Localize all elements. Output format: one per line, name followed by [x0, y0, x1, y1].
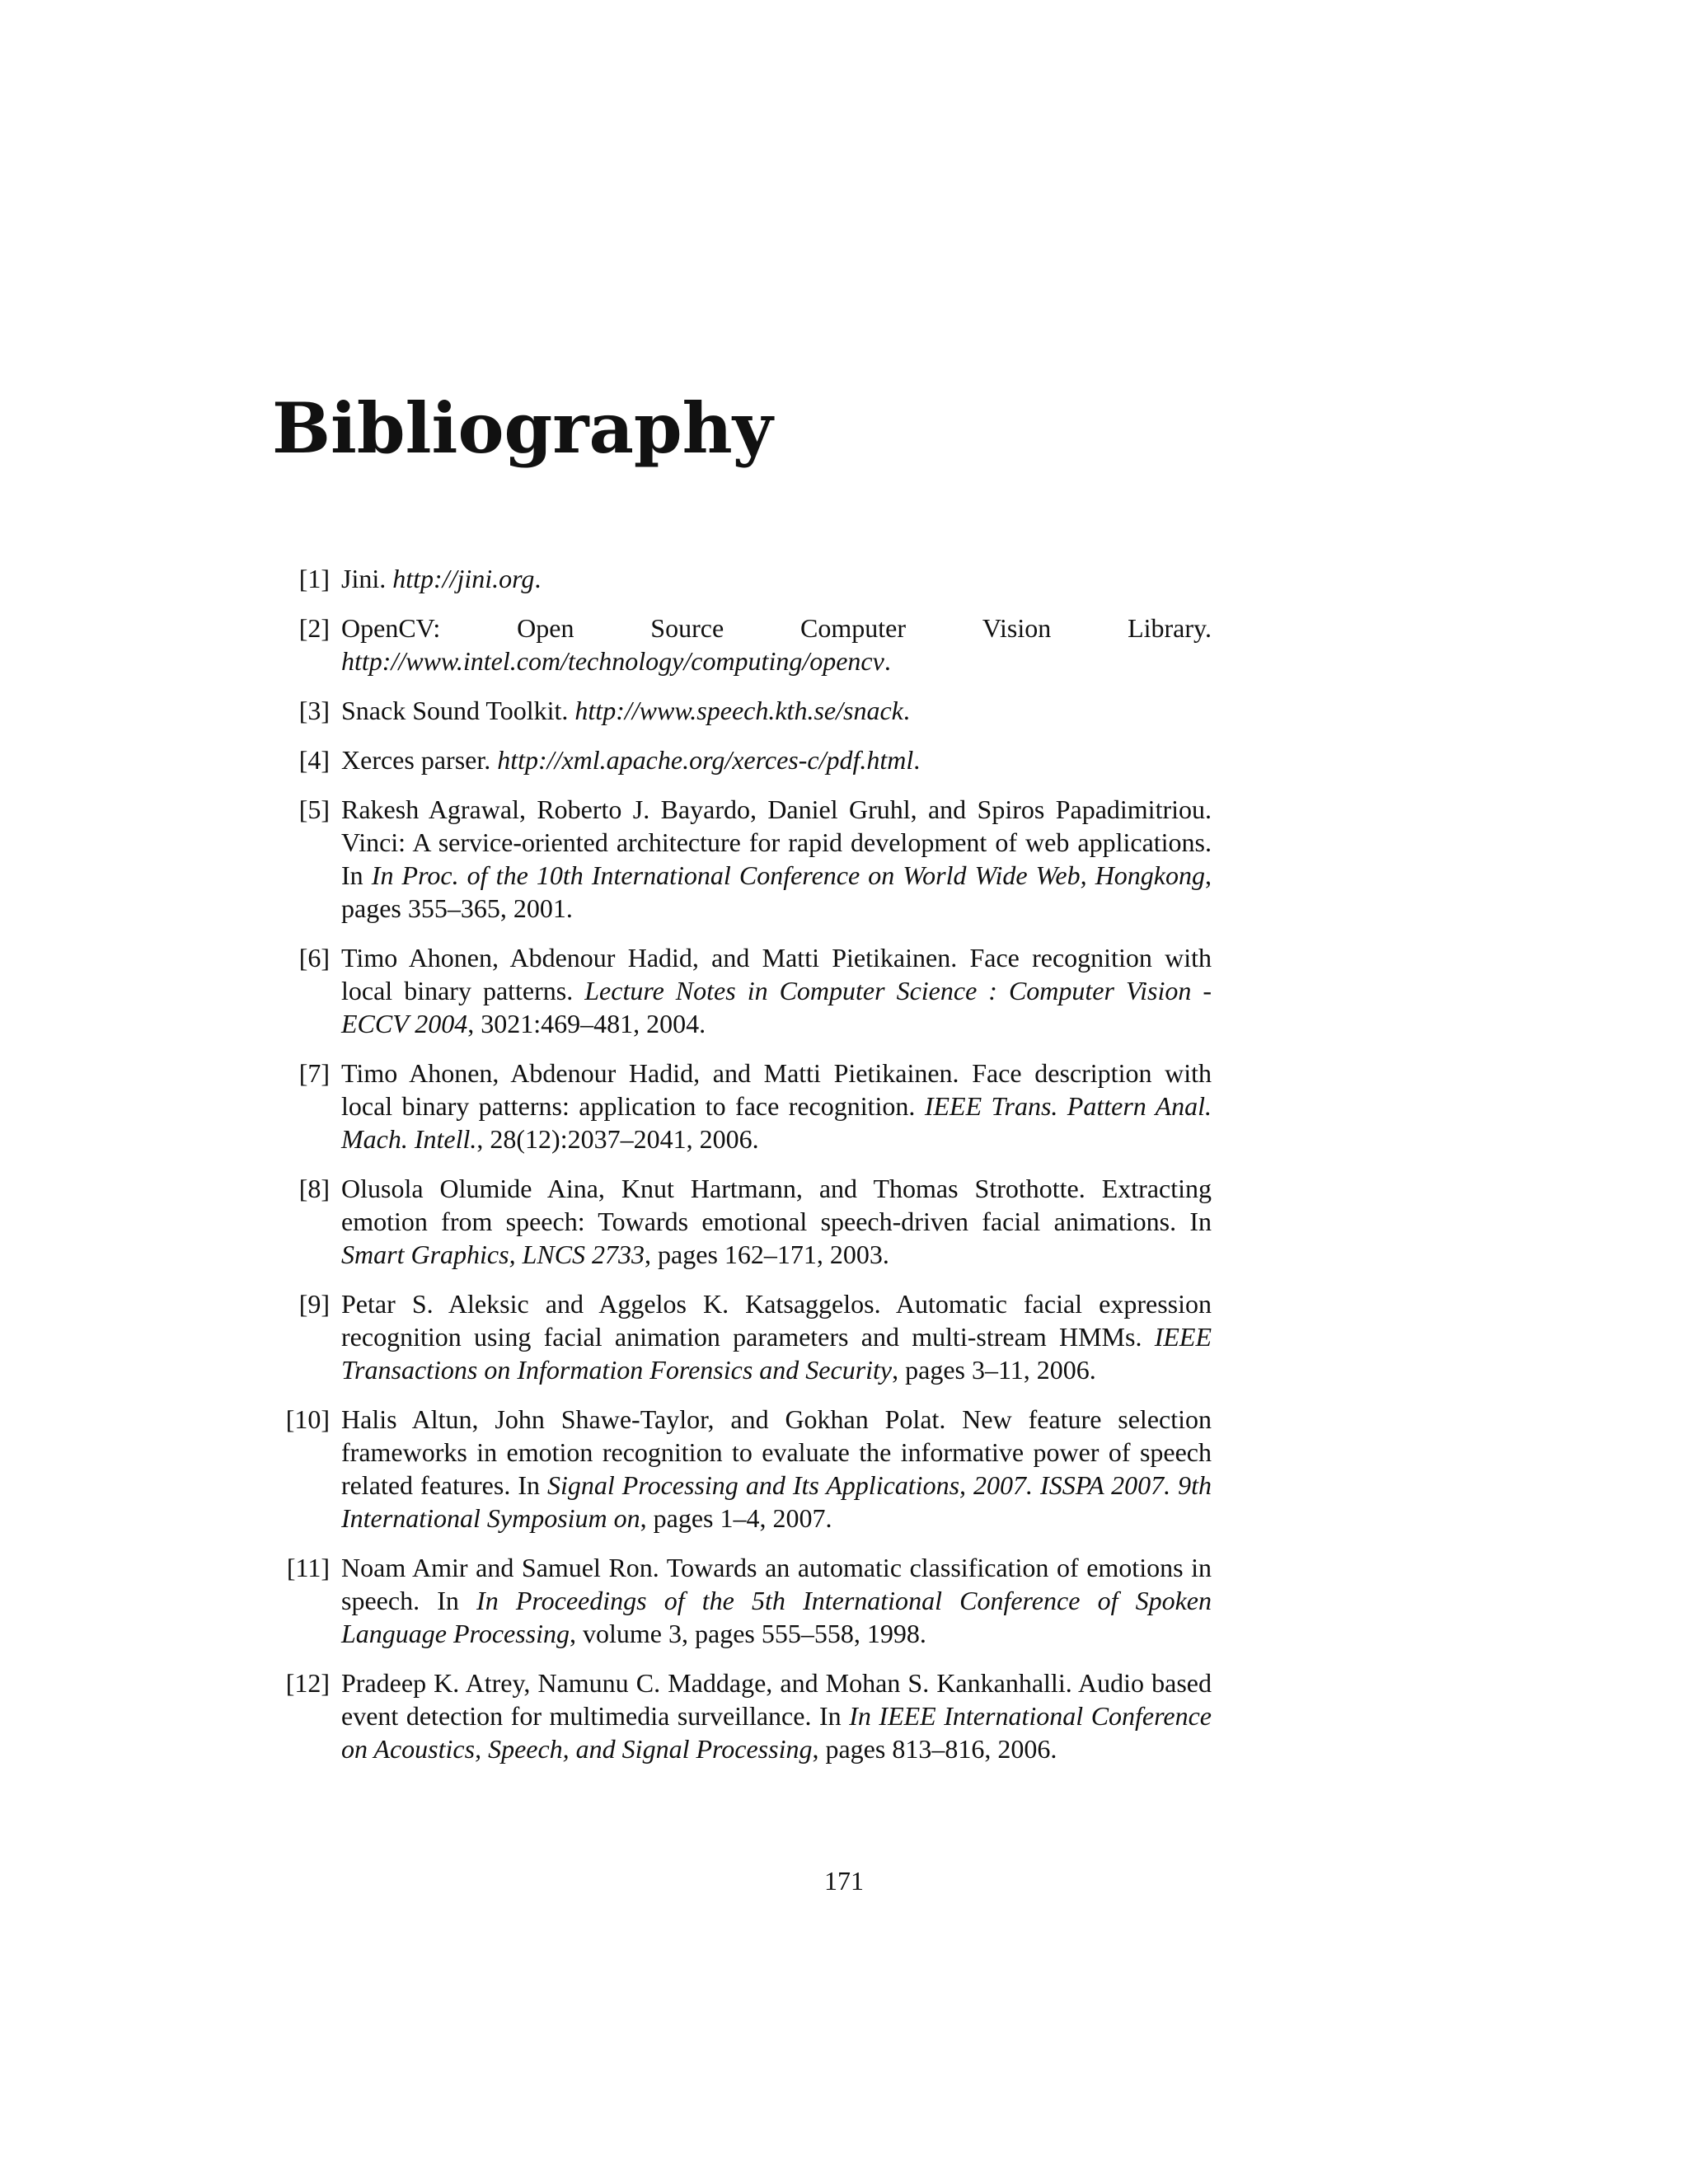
bib-number: [7] [298, 1058, 330, 1088]
bib-author-text: Timo Ahonen, Abdenour Hadid, and Matti Pietikainen. Face description with local binary patterns: application to face recognition. [341, 1058, 1212, 1121]
page-number: 171 [824, 1866, 864, 1896]
bib-entry [280, 1403, 1212, 1535]
bib-venue: Lecture Notes in Computer Science : Computer Vision - ECCV 2004 [341, 976, 1212, 1038]
bib-url: http://jini.org [392, 564, 535, 593]
bib-title-word: Library. [1128, 613, 1212, 643]
bib-trailing-text: . [884, 646, 891, 676]
bib-text [341, 1289, 1212, 1385]
bib-trailing-text: , 28(12):2037–2041, 2006. [476, 1124, 759, 1154]
bib-title-word: Computer [799, 613, 906, 643]
bib-text [341, 745, 920, 775]
bib-title-word: Open [517, 613, 574, 643]
bibliography-list [280, 562, 1212, 1782]
bib-trailing-text: , volume 3, pages 555–558, 1998. [570, 1619, 926, 1648]
bib-title-line [341, 612, 1212, 644]
bib-venue: IEEE Trans. Pattern Anal. Mach. Intell. [341, 1091, 1212, 1154]
bib-author-text: Halis Altun, John Shawe-Taylor, and Gokhan Polat. New feature selection frameworks in emotion recognition to evaluate the informative power of speech related features. In [341, 1404, 1212, 1500]
bib-venue: IEEE Transactions on Information Forensics and Security [341, 1322, 1212, 1385]
bib-url-line [341, 644, 1212, 677]
bib-text [341, 1404, 1212, 1533]
bib-title-word: Vision [982, 613, 1052, 643]
bib-number: [4] [298, 745, 330, 775]
bib-entry [280, 1551, 1212, 1650]
bib-author-text: Timo Ahonen, Abdenour Hadid, and Matti Pietikainen. Face recognition with local binary patterns. [341, 943, 1212, 1005]
bib-trailing-text: , pages 813–816, 2006. [812, 1734, 1057, 1764]
bib-url: http://xml.apache.org/xerces-c/pdf.html [497, 745, 914, 775]
bib-text [341, 794, 1212, 923]
bib-url: http://www.speech.kth.se/snack [574, 696, 903, 725]
bib-entry [280, 743, 1212, 776]
bib-trailing-text: , pages 355–365, 2001. [341, 860, 1212, 923]
bib-trailing-text: , pages 162–171, 2003. [645, 1240, 889, 1269]
bib-text [341, 1058, 1212, 1154]
bib-number: [5] [298, 794, 330, 824]
bib-text [341, 1174, 1212, 1269]
bib-number: [2] [298, 613, 330, 643]
bib-entry [280, 562, 1212, 595]
bib-entry [280, 941, 1212, 1040]
bib-venue: Signal Processing and Its Applications, 2007. ISSPA 2007. 9th International Symposium on [341, 1470, 1212, 1533]
bib-entry [280, 1287, 1212, 1386]
bib-text [341, 1668, 1212, 1764]
bib-trailing-text: , pages 1–4, 2007. [640, 1503, 832, 1533]
bib-trailing-text: , 3021:469–481, 2004. [467, 1009, 706, 1038]
bib-trailing-text: . [903, 696, 910, 725]
bib-entry [280, 1057, 1212, 1155]
bib-text [341, 1553, 1212, 1648]
bib-venue: In IEEE International Conference on Acoustics, Speech, and Signal Processing [341, 1701, 1212, 1764]
bib-entry [280, 1172, 1212, 1271]
bib-url: http://www.intel.com/technology/computing/opencv [341, 646, 884, 676]
bib-entry [280, 694, 1212, 727]
bib-number: [10] [285, 1404, 330, 1434]
bib-author-text: Pradeep K. Atrey, Namunu C. Maddage, and Mohan S. Kankanhalli. Audio based event detection for multimedia surveillance. In [341, 1668, 1212, 1731]
bib-title-word: OpenCV: [341, 613, 441, 643]
bib-text [341, 943, 1212, 1038]
bib-text [341, 564, 541, 593]
bib-trailing-text: , pages 3–11, 2006. [892, 1355, 1096, 1385]
bib-number: [12] [285, 1668, 330, 1698]
bib-venue: In Proceedings of the 5th International Conference of Spoken Language Processing [341, 1586, 1212, 1648]
bib-text [341, 696, 910, 725]
bib-trailing-text: . [913, 745, 921, 775]
bib-trailing-text: . [534, 564, 542, 593]
bib-number: [8] [298, 1174, 330, 1203]
bib-number: [1] [298, 564, 330, 593]
bib-venue: In Proc. of the 10th International Conference on World Wide Web, Hongkong [371, 860, 1206, 890]
bib-author-text: Xerces parser. [341, 745, 498, 775]
page-title: Bibliography [272, 387, 773, 469]
bib-number: [3] [298, 696, 330, 725]
bib-author-text: Olusola Olumide Aina, Knut Hartmann, and Thomas Strothotte. Extracting emotion from speech: Towards emotional speech-driven facial animations. In [341, 1174, 1212, 1236]
bib-number: [11] [286, 1553, 330, 1582]
bib-author-text: Petar S. Aleksic and Aggelos K. Katsaggelos. Automatic facial expression recognition using facial animation parameters and multi-stream HMMs. [341, 1289, 1212, 1352]
bib-author-text: Jini. [341, 564, 393, 593]
bib-venue: Smart Graphics, LNCS 2733 [341, 1240, 645, 1269]
bib-author-text: Noam Amir and Samuel Ron. Towards an automatic classification of emotions in speech. In [341, 1553, 1212, 1615]
bib-title-word: Source [650, 613, 724, 643]
bib-entry [280, 793, 1212, 925]
bib-number: [6] [298, 943, 330, 972]
bib-author-text: Rakesh Agrawal, Roberto J. Bayardo, Daniel Gruhl, and Spiros Papadimitriou. Vinci: A service-oriented architecture for rapid development of web applications. In [341, 794, 1212, 890]
bib-number: [9] [298, 1289, 330, 1319]
bib-author-text: Snack Sound Toolkit. [341, 696, 575, 725]
bib-entry [280, 1666, 1212, 1765]
bib-entry [280, 612, 1212, 677]
